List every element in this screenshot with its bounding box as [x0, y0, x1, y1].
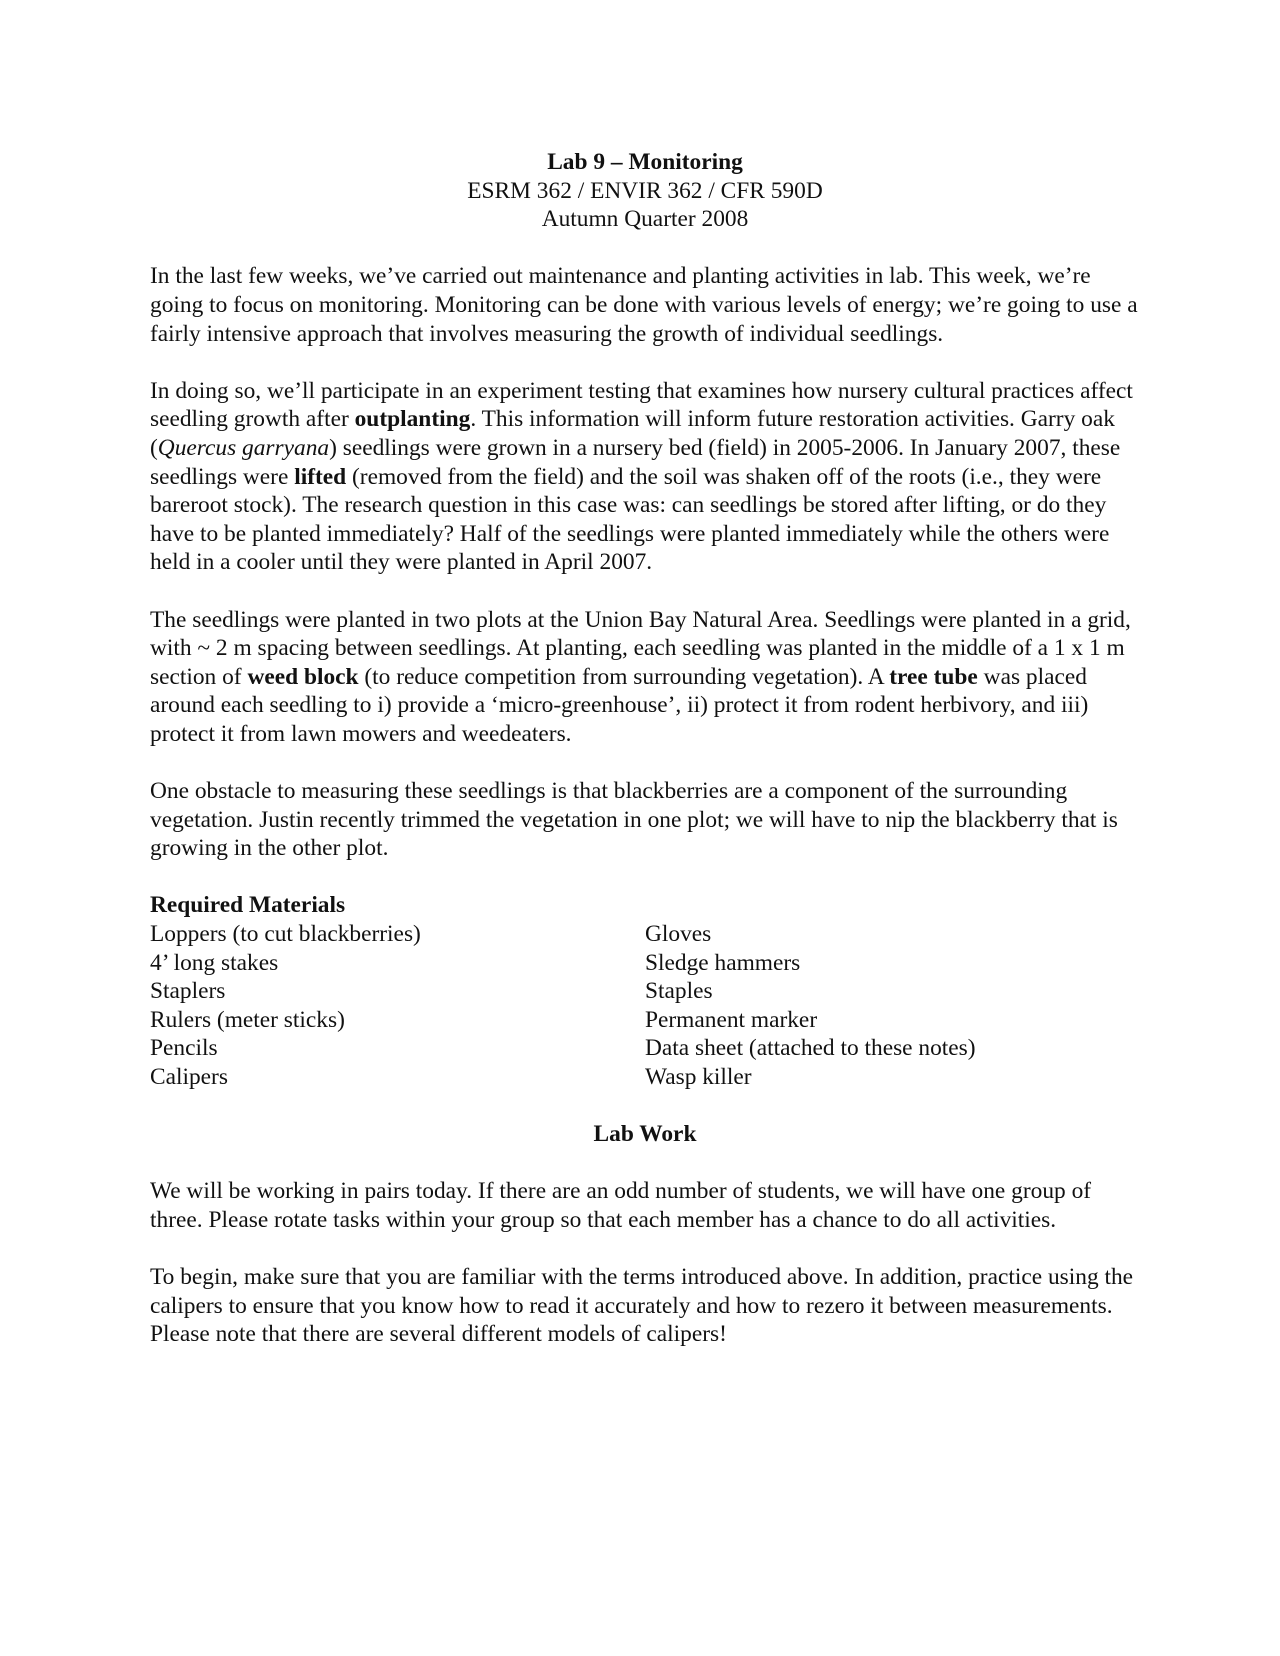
intro-paragraph-1: In the last few weeks, we’ve carried out maintenance and planting activities in lab. This week, we’re going to focus on monitoring. Monitoring can be done with various levels of energy; we’re going to use a fairly intensive approach that involves measuring the growth of individual seedlings.: [150, 263, 1138, 347]
p2-text-c: . This information will inform future restoration activities. Garry oak (: [150, 406, 1115, 461]
material-item: 4’ long stakes: [150, 949, 279, 976]
p3-text-e: was placed around each seedling to i) provide a ‘micro-greenhouse’, ii) protect it from rodent herbivory, and iii) protect it from lawn mowers and weedeaters.: [150, 663, 1089, 747]
p2-text-g: (removed from the field) and the soil was shaken off of the roots (i.e., they were bareroot stock). The research question in this case was: can seedlings be stored after lifting, or do they have to be planted immediately? Half of the seedlings were planted immediately while the others were held in a cooler until they were planted in April 2007.: [150, 463, 1110, 576]
intro-paragraph-2: [150, 377, 1140, 577]
material-item: Pencils: [150, 1035, 218, 1062]
course-codes: ESRM 362 / ENVIR 362 / CFR 590D: [467, 177, 823, 204]
materials-right-column: [645, 920, 1140, 1092]
required-materials-section: [150, 891, 1140, 1091]
intro-paragraph-4: One obstacle to measuring these seedlings is that blackberries are a component of the surrounding vegetation. Justin recently trimmed the vegetation in one plot; we will have to nip the blackberry that is growing in the other plot.: [150, 778, 1118, 862]
material-item: Loppers (to cut blackberries): [150, 921, 421, 948]
materials-list: [150, 920, 1140, 1092]
material-item: Staplers: [150, 978, 226, 1005]
intro-paragraph-3: [150, 606, 1140, 749]
p2-text-a: In doing so, we’ll participate in an experiment testing that examines how nursery cultural practices affect seedling growth after: [150, 377, 1133, 433]
term-tree-tube: tree tube: [889, 663, 978, 690]
p3-text-c: (to reduce competition from surrounding vegetation). A: [358, 663, 890, 690]
required-materials-heading: Required Materials: [150, 892, 346, 919]
term-outplanting: outplanting: [354, 406, 471, 433]
document-header: [150, 148, 1140, 234]
p2-text-e: ) seedlings were grown in a nursery bed (field) in 2005-2006. In January 2007, these seedlings were: [150, 434, 1121, 490]
material-item: Calipers: [150, 1064, 228, 1090]
material-item: Permanent marker: [645, 1006, 818, 1033]
material-item: Sledge hammers: [645, 949, 801, 976]
lab-work-paragraph-2: To begin, make sure that you are familiar with the terms introduced above. In addition, practice using the calipers to ensure that you know how to read it accurately and how to rezero it between measurements. Please note that there are several different models of calipers!: [150, 1264, 1134, 1348]
p3-text-a: The seedlings were planted in two plots at the Union Bay Natural Area. Seedlings were planted in a grid, with ~ 2 m spacing between seedlings. At planting, each seedling was planted in the middle of a 1 x 1 m section of: [150, 606, 1131, 690]
materials-left-column: [150, 920, 645, 1092]
document-title: Lab 9 – Monitoring: [547, 149, 743, 175]
lab-work-heading: Lab Work: [593, 1121, 697, 1148]
lab-work-paragraph-1: We will be working in pairs today. If there are an odd number of students, we will have one group of three. Please rotate tasks within your group so that each member has a chance to do all activities.: [150, 1178, 1092, 1233]
term-lifted: lifted: [294, 463, 347, 490]
material-item: Staples: [645, 978, 713, 1005]
material-item: Gloves: [645, 921, 712, 948]
material-item: Rulers (meter sticks): [150, 1006, 345, 1033]
material-item: Wasp killer: [645, 1064, 752, 1090]
term-weed-block: weed block: [247, 663, 359, 690]
species-name: Quercus garryana: [157, 434, 330, 461]
material-item: Data sheet (attached to these notes): [645, 1035, 976, 1062]
term: Autumn Quarter 2008: [541, 206, 749, 233]
